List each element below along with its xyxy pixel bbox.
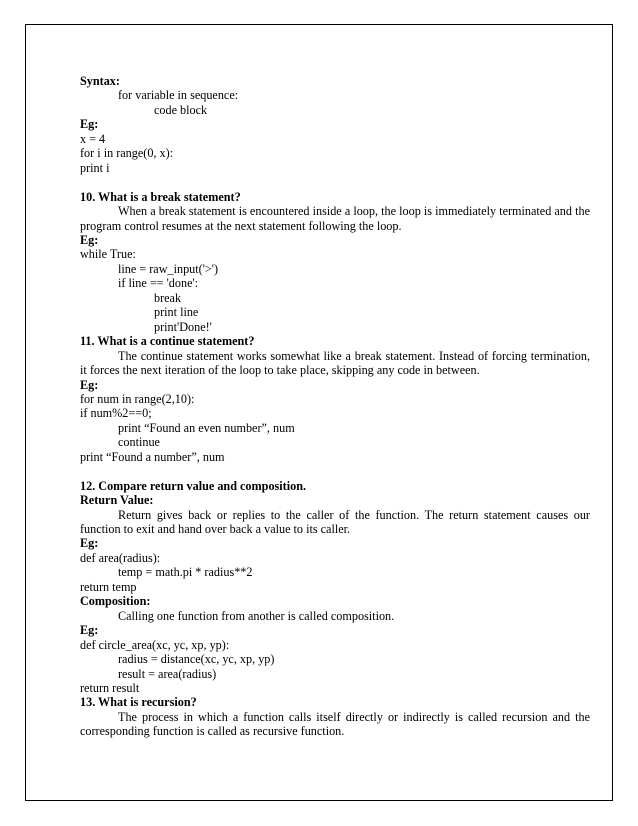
code-line: break bbox=[154, 290, 182, 305]
code-line: print'Done!' bbox=[154, 319, 212, 334]
code-line: return temp bbox=[80, 579, 137, 594]
example-heading: Eg: bbox=[80, 623, 99, 638]
code-line: print “Found a number”, num bbox=[80, 449, 225, 464]
question-heading: 13. What is recursion? bbox=[80, 695, 197, 710]
subheading: Composition: bbox=[80, 594, 151, 609]
spacer bbox=[80, 464, 590, 478]
code-line: print “Found an even number”, num bbox=[118, 420, 295, 435]
code-line: for i in range(0, x): bbox=[80, 146, 174, 161]
code-line: result = area(radius) bbox=[118, 666, 217, 681]
answer-paragraph: Calling one function from another is called composition. bbox=[118, 608, 395, 623]
question-heading: 11. What is a continue statement? bbox=[80, 334, 255, 349]
code-line: continue bbox=[118, 435, 160, 450]
code-line: def circle_area(xc, yc, xp, yp): bbox=[80, 637, 230, 652]
example-heading: Eg: bbox=[80, 536, 99, 551]
syntax-line: code block bbox=[154, 102, 208, 117]
code-line: if line == 'done': bbox=[118, 276, 199, 291]
syntax-heading: Syntax: bbox=[80, 74, 120, 88]
code-line: return result bbox=[80, 681, 140, 695]
code-line: line = raw_input('>') bbox=[118, 261, 219, 276]
code-line: print i bbox=[80, 160, 110, 175]
code-line: temp = math.pi * radius**2 bbox=[118, 565, 253, 580]
example-heading: Eg: bbox=[80, 117, 99, 132]
syntax-line: for variable in sequence: bbox=[118, 88, 239, 103]
code-line: x = 4 bbox=[80, 131, 106, 146]
code-line: def area(radius): bbox=[80, 550, 161, 565]
subheading: Return Value: bbox=[80, 493, 154, 508]
code-line: while True: bbox=[80, 247, 136, 262]
code-line: print line bbox=[154, 305, 199, 320]
spacer bbox=[80, 175, 590, 189]
example-heading: Eg: bbox=[80, 377, 99, 392]
answer-paragraph: The process in which a function calls itself directly or indirectly is called recursion and the corresponding function is called as recursive function. bbox=[80, 709, 590, 739]
answer-paragraph: The continue statement works somewhat like a break statement. Instead of forcing termination, it forces the next iteration of the loop to take place, skipping any code in between. bbox=[80, 348, 590, 378]
document-content bbox=[80, 74, 590, 739]
answer-paragraph: Return gives back or replies to the caller of the function. The return statement causes our function to exit and hand over back a value to its caller. bbox=[80, 507, 590, 537]
question-heading: 12. Compare return value and composition. bbox=[80, 478, 307, 493]
code-line: for num in range(2,10): bbox=[80, 391, 195, 406]
answer-paragraph: When a break statement is encountered inside a loop, the loop is immediately terminated and the program control resumes at the next statement following the loop. bbox=[80, 204, 590, 233]
question-heading: 10. What is a break statement? bbox=[80, 189, 241, 204]
example-heading: Eg: bbox=[80, 232, 99, 247]
code-line: if num%2==0; bbox=[80, 406, 152, 421]
code-line: radius = distance(xc, yc, xp, yp) bbox=[118, 652, 275, 667]
